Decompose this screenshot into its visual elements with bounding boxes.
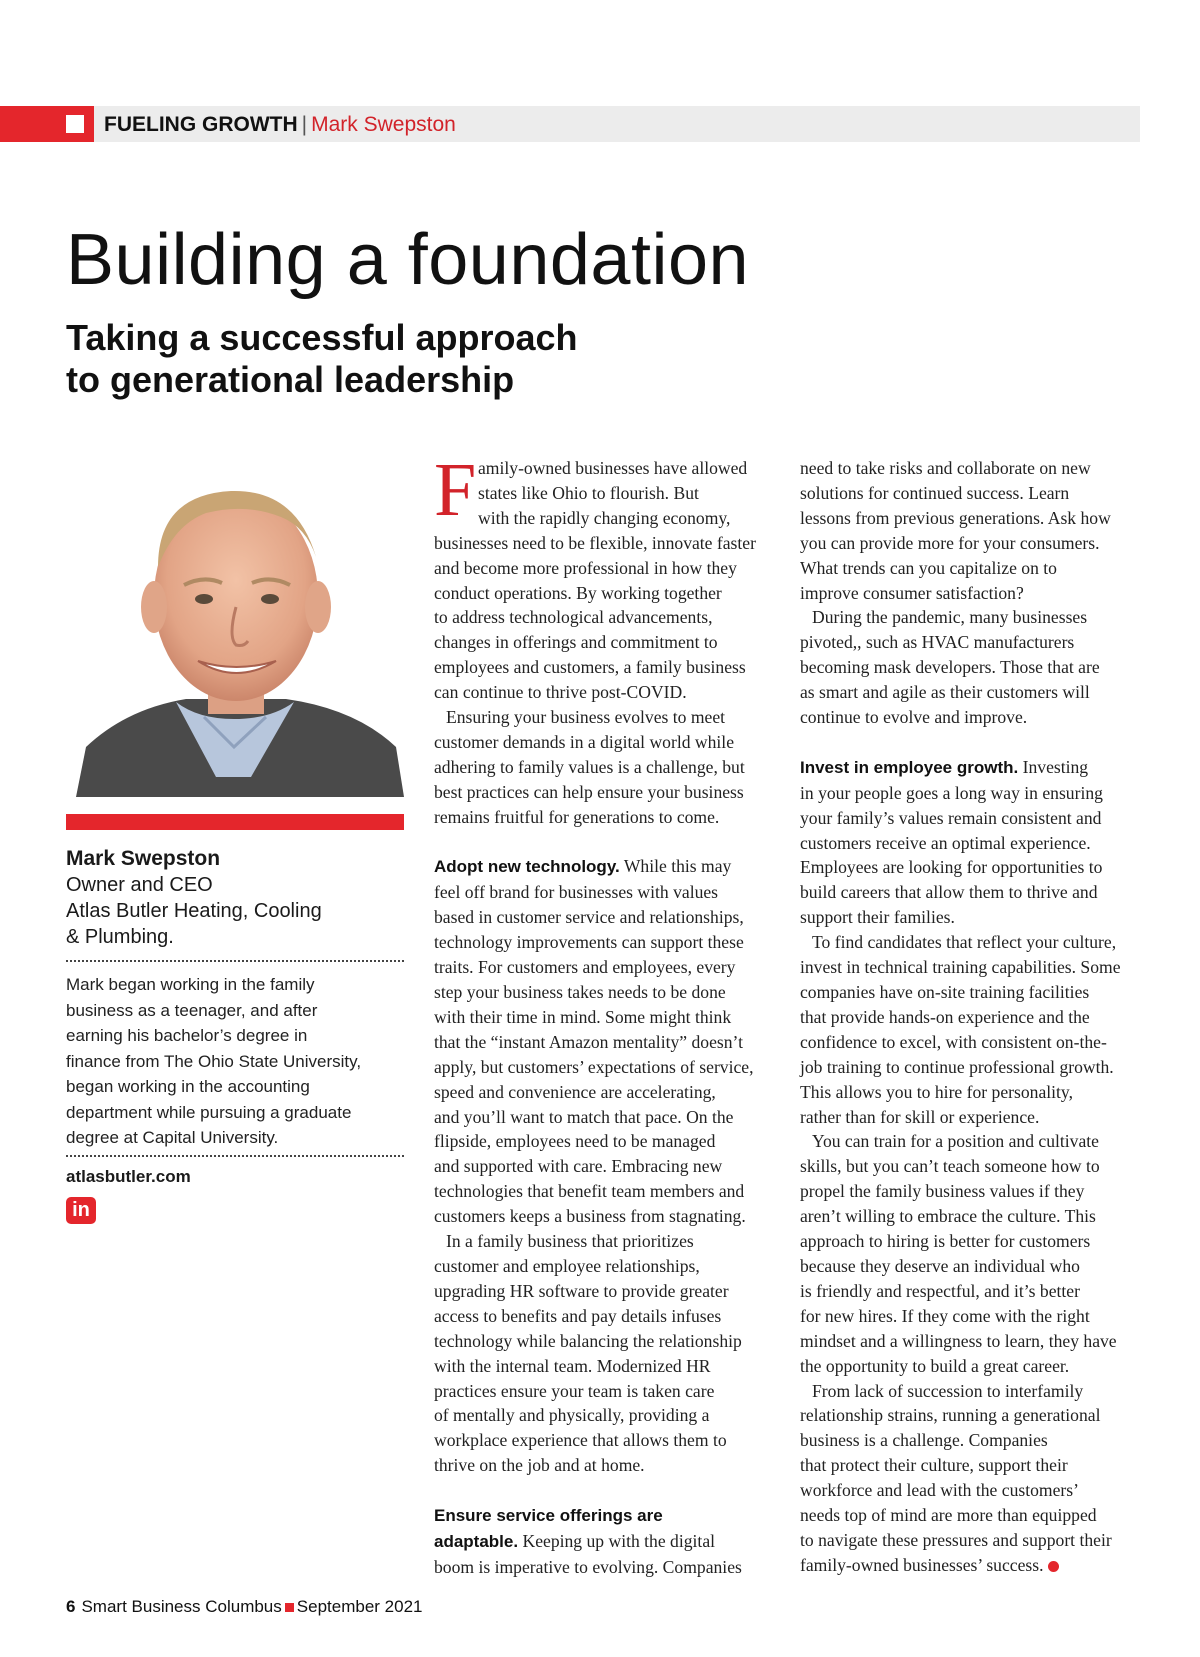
article-line: because they deserve an individual who [800,1255,1080,1276]
article-subtitle [66,317,686,401]
article-line: as smart and agile as their customers will [800,682,1090,703]
article-column-1 [434,456,774,1580]
author-bio [66,972,404,1151]
article-line: step your business takes needs to be done [434,982,726,1003]
article-line: can continue to thrive post-COVID. [434,682,687,703]
linkedin-icon[interactable]: in [66,1197,96,1224]
article-line: with their time in mind. Some might think [434,1006,732,1027]
article-title: Building a foundation [66,220,750,300]
article-line: relationship strains, running a generational [800,1405,1101,1426]
article-line: businesses need to be flexible, innovate faster [434,532,756,553]
role-line: Owner and CEO [66,874,213,896]
article-line: of mentally and physically, providing a [434,1405,710,1426]
page-number: 6 [66,1597,76,1616]
article-line: In a family business that prioritizes [446,1231,694,1252]
author-name: Mark Swepston [66,847,221,870]
article-line: traits. For customers and employees, every [434,957,736,978]
end-mark-icon [1048,1561,1059,1572]
section-heading: Adopt new technology. [434,857,620,877]
article-line: propel the family business values if they [800,1181,1085,1202]
article-line: based in customer service and relationships, [434,907,744,928]
article-line: boom is imperative to evolving. Companies [434,1556,742,1577]
article-line: rather than for skill or experience. [800,1106,1040,1127]
article-line: job training to continue professional growth. [800,1056,1114,1077]
article-line: solutions for continued success. Learn [800,482,1070,503]
article-line: mindset and a willingness to learn, they have [800,1330,1117,1351]
article-line: pivoted,, such as HVAC manufacturers [800,632,1075,653]
article-line: This allows you to hire for personality, [800,1081,1073,1102]
article-line: amily-owned businesses have allowed [478,458,748,478]
bio-line: finance from The Ohio State University, [66,1051,362,1071]
article-line: approach to hiring is better for customers [800,1231,1091,1252]
article-line: access to benefits and pay details infuses [434,1305,722,1326]
article-line [434,1503,774,1529]
article-line: invest in technical training capabilities. Some [800,957,1121,978]
article-line: Invest in employee growth. Investing [800,756,1089,777]
section-heading: Invest in employee growth. [800,757,1019,777]
article-line: Adopt new technology. While this may [434,856,732,877]
article-line: customer and employee relationships, [434,1255,700,1276]
author-portrait-image [66,447,404,797]
article-line: technologies that benefit team members and [434,1181,745,1202]
article-line: build careers that allow them to thrive and [800,882,1098,903]
header-author: Mark Swepston [311,113,456,136]
article-line: family-owned businesses’ success. [800,1553,1145,1578]
dotted-divider [66,1155,404,1157]
article-line: the opportunity to build a great career. [800,1355,1070,1376]
page-footer [66,1597,422,1617]
article-line: upgrading HR software to provide greater [434,1280,729,1301]
bio-line: department while pursuing a graduate [66,1102,352,1122]
article-line: customers receive an optimal experience. [800,832,1091,853]
bio-line: degree at Capital University. [66,1128,279,1147]
article-line: companies have on-site training facilities [800,982,1090,1003]
article-line: adaptable. Keeping up with the digital [434,1530,716,1551]
article-line: needs top of mind are more than equipped [800,1505,1097,1526]
article-line: thrive on the job and at home. [434,1455,645,1476]
subtitle-line: Taking a successful approach [66,317,578,358]
article-line: improve consumer satisfaction? [800,582,1024,603]
article-line: that provide hands-on experience and the [800,1006,1090,1027]
article-line: best practices can help ensure your business [434,781,744,802]
bio-line: earning his bachelor’s degree in [66,1026,308,1045]
section-label: FUELING GROWTH [104,113,298,136]
article-line: and you’ll want to match that pace. On the [434,1106,734,1127]
article-line: continue to evolve and improve. [800,707,1028,728]
publication-name: Smart Business Columbus [81,1597,282,1616]
article-line: From lack of succession to interfamily [812,1380,1084,1401]
article-column-2 [800,456,1145,1578]
article-line: is friendly and respectful, and it’s better [800,1280,1080,1301]
article-line: Employees are looking for opportunities to [800,857,1103,878]
bio-line: began working in the accounting [66,1077,310,1096]
subtitle-line: to generational leadership [66,359,515,400]
article-line: technology improvements can support these [434,932,744,953]
article-line: customers keeps a business from stagnating. [434,1206,746,1227]
article-line: that the “instant Amazon mentality” doesn’t [434,1031,743,1052]
article-line: You can train for a position and cultivate [812,1131,1099,1152]
article-line: feel off brand for businesses with values [434,882,719,903]
header-separator: | [301,113,308,136]
section-heading: adaptable. [434,1531,519,1551]
article-line: adhering to family values is a challenge, but [434,756,745,777]
article-line: flipside, employees need to be managed [434,1131,716,1152]
article-line: for new hires. If they come with the right [800,1305,1090,1326]
paragraph-gap [434,1478,774,1503]
article-line: employees and customers, a family business [434,657,746,678]
article-line: To find candidates that reflect your culture, [812,932,1117,953]
article-line: and supported with care. Embracing new [434,1156,723,1177]
article-line: to address technological advancements, [434,607,713,628]
article-line: need to take risks and collaborate on new [800,458,1091,478]
article-line: changes in offerings and commitment to [434,632,718,653]
article-line: technology while balancing the relationship [434,1330,742,1351]
article-line: states like Ohio to flourish. But [478,482,699,503]
article-line: workplace experience that allows them to [434,1430,727,1451]
article-line: apply, but customers’ expectations of service, [434,1056,754,1077]
section-header [104,112,456,138]
article-line: speed and convenience are accelerating, [434,1081,716,1102]
article-line: aren’t willing to embrace the culture. This [800,1206,1096,1227]
dotted-divider [66,960,404,962]
article-line: skills, but you can’t teach someone how to [800,1156,1100,1177]
article-line: remains fruitful for generations to come. [434,806,720,827]
photo-caption-bar [66,814,404,830]
article-line: with the rapidly changing economy, [478,507,731,528]
paragraph-gap [434,830,774,855]
article-line: During the pandemic, many businesses [812,607,1088,628]
drop-cap: F [434,448,477,532]
author-role [66,872,404,950]
article-line: Ensuring your business evolves to meet [446,707,726,728]
footer-square-icon [285,1603,294,1612]
article-line: becoming mask developers. Those that are [800,657,1100,678]
paragraph-gap [800,730,1145,755]
bio-line: business as a teenager, and after [66,1000,318,1020]
article-line: What trends can you capitalize on to [800,557,1057,578]
article-line: practices ensure your team is taken care [434,1380,715,1401]
role-line: & Plumbing. [66,926,174,948]
role-line: Atlas Butler Heating, Cooling [66,900,322,922]
issue-date: September 2021 [296,1597,423,1616]
header-square-icon [66,115,84,133]
article-line: to navigate these pressures and support their [800,1529,1112,1550]
article-line: business is a challenge. Companies [800,1430,1048,1451]
company-website-link[interactable]: atlasbutler.com [66,1167,191,1186]
article-line: with the internal team. Modernized HR [434,1355,711,1376]
author-photo [66,447,404,797]
article-line: confidence to excel, with consistent on-the- [800,1031,1107,1052]
article-line: in your people goes a long way in ensuring [800,782,1103,803]
article-line: lessons from previous generations. Ask how [800,507,1111,528]
article-line: customer demands in a digital world while [434,731,735,752]
article-line: workforce and lead with the customers’ [800,1480,1079,1501]
article-line: support their families. [800,907,955,928]
article-line: that protect their culture, support their [800,1455,1068,1476]
article-line: your family’s values remain consistent and [800,807,1102,828]
bio-line: Mark began working in the family [66,975,315,994]
section-heading: Ensure service offerings are [434,1506,663,1526]
article-line: and become more professional in how they [434,557,737,578]
article-line: conduct operations. By working together [434,582,722,603]
article-line: you can provide more for your consumers. [800,532,1100,553]
